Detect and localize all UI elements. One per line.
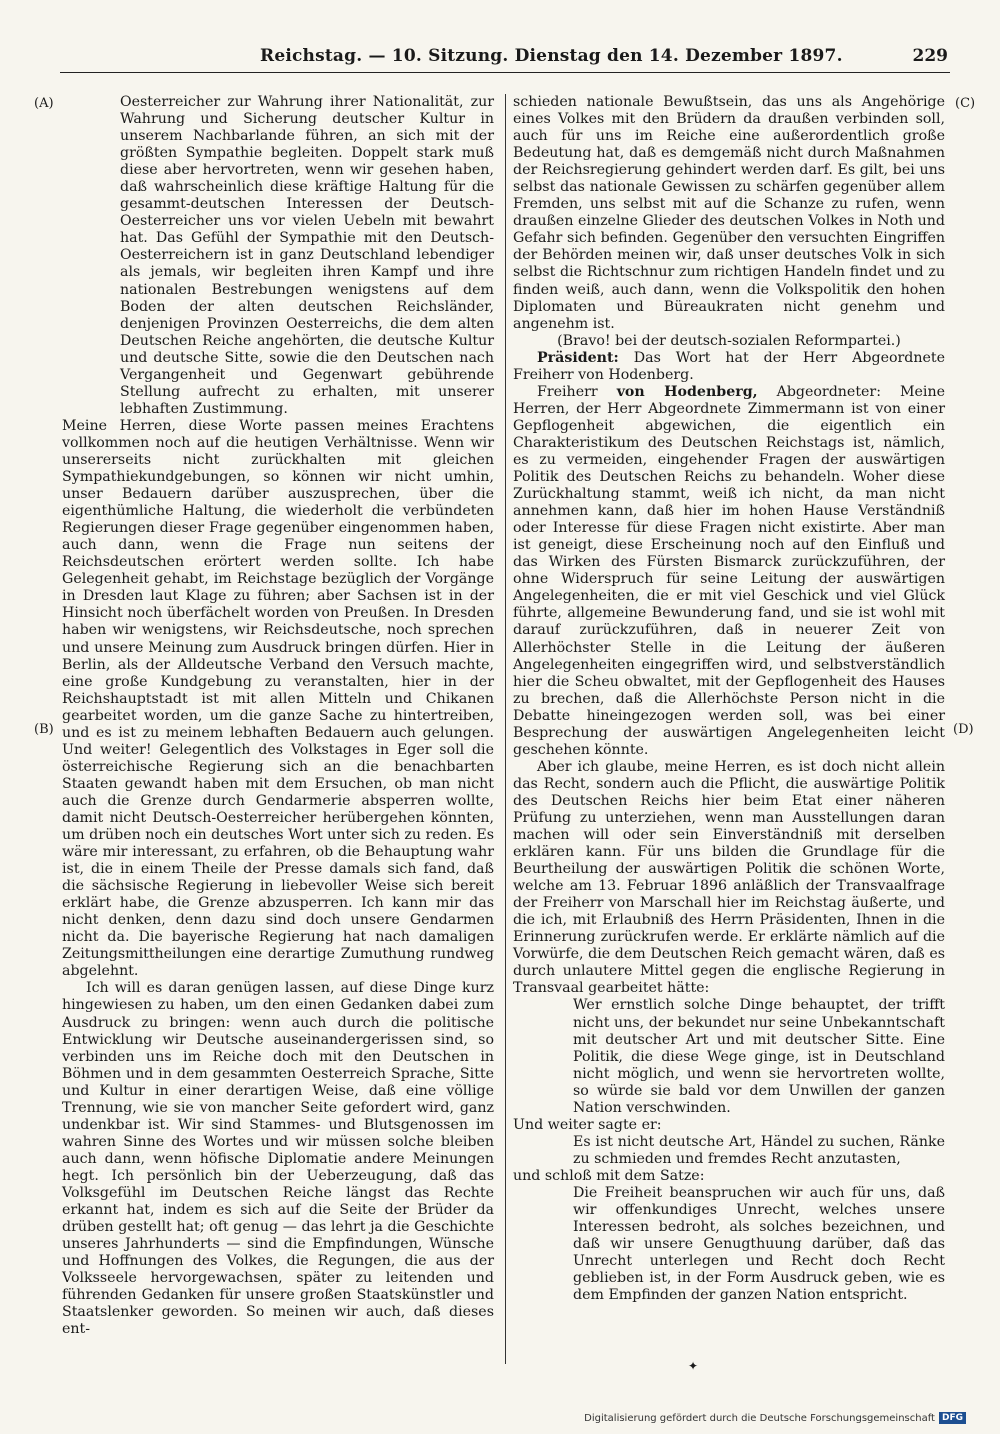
president-label: Präsident: — [537, 349, 619, 366]
connector-text: und schloß mit dem Satze: — [513, 1167, 705, 1184]
speaker-prefix: Freiherr — [537, 383, 598, 400]
paragraph: Ich will es daran genügen lassen, auf diese Dinge kurz hingewiesen zu haben, um den einen Gedanken dabei zum Ausdruck zu bringen: wenn auch durch die politische Entwicklung wir Deutsche auseinandergerissen sind, so verbinden uns im Reiche doch mit den Deutschen in Böhmen und in dem gesammten Oesterreich Sprache, Sitte und Kultur in einer derartigen Weise, daß eine völlige Trennung, wie sie von mancher Seite gefordert wird, ganz undenkbar ist. Wir sind Stammes- und Blutsgenossen im wahren Sinne des Wortes und wir müssen solche bleiben auch dann, wenn höfische Diplomatie andere Meinungen hegt. Ich persönlich bin der Ueberzeugung, daß das Volksgefühl im Deutschen Reiche längst das Rechte erkannt hat, indem es sich auf die Seite der Brüder da drüben gestellt hat; oft genug — das lehrt ja die Geschichte unseres Jahrhunderts — sind die Empfindungen, Wünsche und Hoffnungen des Volkes, die Regungen, die aus der Volksseele hervorgewachsen, später zu leitenden und führenden Gedanken für unsere großen Staatskünstler und Staatslenker geworden. So meinen wir auch, daß dieses ent- — [62, 980, 494, 1338]
left-column — [62, 94, 494, 1338]
footer-credit: Digitalisierung gefördert durch die Deutsche Forschungsgemeinschaft — [584, 1412, 935, 1424]
quote-block: Die Freiheit beanspruchen wir auch für uns, daß wir offenkundiges Unrecht, welches unsere Interessen bedroht, als solches bezeichnen, und daß wir unsere Genugthuung darüber, daß das Unrecht unterlegen und Recht doch Recht geblieben ist, in der Form Ausdruck geben, wie es dem Empfinden der ganzen Nation entspricht. — [573, 1185, 945, 1304]
paragraph: Aber ich glaube, meine Herren, es ist doch nicht allein das Recht, sondern auch die Pflicht, die auswärtige Politik des Deutschen Reichs hier beim Etat einer näheren Prüfung zu unterziehen, wenn man Ausstellungen daran machen will oder sein Einverständniß mit derselben erklären kann. Für uns bilden die Grundlage für die Beurtheilung der auswärtigen Politik die schönen Worte, welche am 13. Februar 1896 anläßlich der Transvaalfrage der Freiherr von Marschall hier im Reichstag äußerte, und die ich, mit Erlaubniß des Herrn Präsidenten, Ihnen in die Erinnerung zurückrufen werde. Er erklärte nämlich auf die Vorwürfe, die dem Deutschen Reich gemacht wären, daß es durch unlautere Mittel gegen die englische Regierung in Transvaal gearbeitet hätte: — [513, 758, 945, 997]
column-divider — [505, 94, 506, 1364]
applause-note: (Bravo! bei der deutsch-sozialen Reformpartei.) — [557, 332, 901, 349]
print-mark: ✦ — [688, 1359, 699, 1373]
paragraph: schieden nationale Bewußtsein, das uns als Angehörige eines Volkes mit den Brüdern da draußen verbinden soll, auch für uns im Reiche eine außerordentlich große Bedeutung hat, daß es demgemäß nicht durch Maßnahmen der Reichsregierung gehindert werden darf. Es gilt, bei uns selbst das nationale Gewissen zu schärfen gegenüber allem Fremden, uns selbst mit auf die Schanze zu rufen, wenn draußen einzelne Glieder des deutschen Volkes in Noth und Gefahr sich befinden. Gegenüber den versuchten Eingriffen der Behörden meinen wir, daß unser deutsches Volk in sich selbst die Richtschnur zum richtigen Handeln findet und zu finden weiß, auch dann, wenn die Volkspolitik den hohen Diplomaten und Büreaukraten nicht genehm und angenehm ist. — [513, 94, 945, 332]
president-statement — [513, 350, 945, 384]
quote-block: Oesterreicher zur Wahrung ihrer Nationalität, zur Wahrung und Sicherung deutscher Kultur in unserem Nachbarlande führen, an sich mit der größten Sympathie begleiten. Doppelt stark muß diese aber hervortreten, wenn wir gesehen haben, daß wahrscheinlich diese kräftige Haltung für die gesammt-deutschen Interessen der Deutsch-Oesterreicher uns vor vielen Uebeln mit bewahrt hat. Das Gefühl der Sympathie mit den Deutsch-Oesterreichern ist in ganz Deutschland lebendiger als jemals, wir begleiten ihren Kampf und ihre nationalen Bestrebungen wenigstens auf dem Boden der alten deutschen Reichsländer, denjenigen Provinzen Oesterreichs, die dem alten Deutschen Reiche angehörten, die deutsche Kultur und deutsche Sitte, sowie die den Deutschen nach Vergangenheit und Gegenwart gebührende Stellung aufrecht zu erhalten, mit unserer lebhaften Zustimmung. — [120, 94, 494, 417]
margin-marker-a: (A) — [34, 96, 54, 111]
speaker-statement — [513, 384, 945, 759]
connector-text: Und weiter sagte er: — [513, 1116, 662, 1133]
margin-marker-d: (D) — [953, 722, 974, 737]
speaker-name: von Hodenberg, — [616, 383, 758, 400]
page-header — [60, 44, 950, 73]
margin-marker-c: (C) — [955, 96, 976, 111]
right-column — [513, 94, 945, 1304]
quote-block: Wer ernstlich solche Dinge behauptet, der trifft nicht uns, der bekundet nur seine Unbekanntschaft mit deutscher Art und mit deutscher Sitte. Eine Politik, die diese Wege ginge, ist in Deutschland nicht möglich, und wenn sie hervortreten wollte, so würde sie bald vor dem Unwillen der ganzen Nation verschwinden. — [573, 997, 945, 1116]
quote-block: Es ist nicht deutsche Art, Händel zu suchen, Ränke zu schmieden und fremdes Recht anzutasten, — [573, 1133, 945, 1167]
page-title: Reichstag. — 10. Sitzung. Dienstag den 14. Dezember 1897. — [260, 46, 843, 66]
speaker-text: Abgeordneter: Meine Herren, der Herr Abgeordnete Zimmermann ist von einer Gepflogenheit abgewichen, die eigentlich ein Charakteristikum des Deutschen Reichstags ist, nämlich, es zu vermeiden, eingehender Fragen der auswärtigen Politik des Deutschen Reichs zu behandeln. Woher diese Zurückhaltung stammt, weiß ich nicht, da man nicht annehmen kann, daß hier im hohen Hause Verständniß oder Interesse für diese Fragen nicht existirte. Aber man ist geneigt, diese Erscheinung noch auf den Einfluß und das Wirken des Fürsten Bismarck zurückzuführen, der ohne Widerspruch für seine Leitung der auswärtigen Angelegenheiten, die er mit viel Geschick und viel Glück führte, allgemeine Bewunderung fand, und sie ist wohl mit darauf zurückzuführen, daß in neuerer Zeit von Allerhöchster Stelle in die Leitung der äußeren Angelegenheiten eingegriffen wird, und selbstverständlich hier die Scheu obwaltet, mit der Gepflogenheit des Hauses zu brechen, daß die Allerhöchste Person nicht in die Debatte hineingezogen werden soll, was bei einer Besprechung der auswärtigen Angelegenheiten leicht geschehen könnte. — [513, 383, 945, 758]
dfg-logo: DFG — [939, 1412, 966, 1424]
paragraph: Meine Herren, diese Worte passen meines Erachtens vollkommen noch auf die heutigen Verhältnisse. Wenn wir unsererseits nicht zurückhalten mit gleichen Sympathiekundgebungen, so können wir nicht umhin, unser Bedauern darüber auszusprechen, über die eigenthümliche Haltung, die wiederholt die verbündeten Regierungen dieser Frage gegenüber eingenommen haben, auch dann, wenn die Frage nun seitens der Reichsdeutschen erörtert werden sollte. Ich habe Gelegenheit gehabt, im Reichstage bezüglich der Vorgänge in Dresden laut Klage zu führen; aber Sachsen ist in der Hinsicht noch überfächelt worden von Preußen. In Dresden haben wir wenigstens, wir Reichsdeutsche, noch sprechen und unsere Meinung zum Ausdruck bringen dürfen. Hier in Berlin, als der Alldeutsche Verband den Versuch machte, eine große Kundgebung zu veranstalten, hier in der Reichshauptstadt ist mit allen Mitteln und Chikanen gearbeitet worden, um die ganze Sache zu hintertreiben, und es ist zu meinem lebhaften Bedauern auch gelungen. Und weiter! Gelegentlich des Volkstages in Eger soll die österreichische Regierung sich an die benachbarten Staaten gewandt haben mit dem Ersuchen, ob man nicht auch die Grenze durch Gendarmerie absperren wollte, damit nicht Deutsch-Oesterreicher herübergehen könnten, um drüben noch ein deutsches Wort unter sich zu reden. Es wäre mir interessant, zu erfahren, ob die Behauptung wahr ist, die in einem Theile der Presse damals sich fand, daß die sächsische Regierung in liebevoller Weise sich bereit erklärt habe, die Grenze abzusperren. Ich kann mir das nicht denken, denn dazu sind doch unsere Gendarmen nicht da. Die bayerische Regierung hat nach damaligen Zeitungsmittheilungen eine derartige Zumuthung rundweg abgelehnt. — [62, 417, 494, 980]
president-text: Das Wort hat der Herr Abgeordnete Freiherr von Hodenberg. — [513, 349, 945, 383]
page-number: 229 — [912, 46, 948, 66]
footer — [584, 1412, 966, 1424]
margin-marker-b: (B) — [34, 722, 54, 737]
